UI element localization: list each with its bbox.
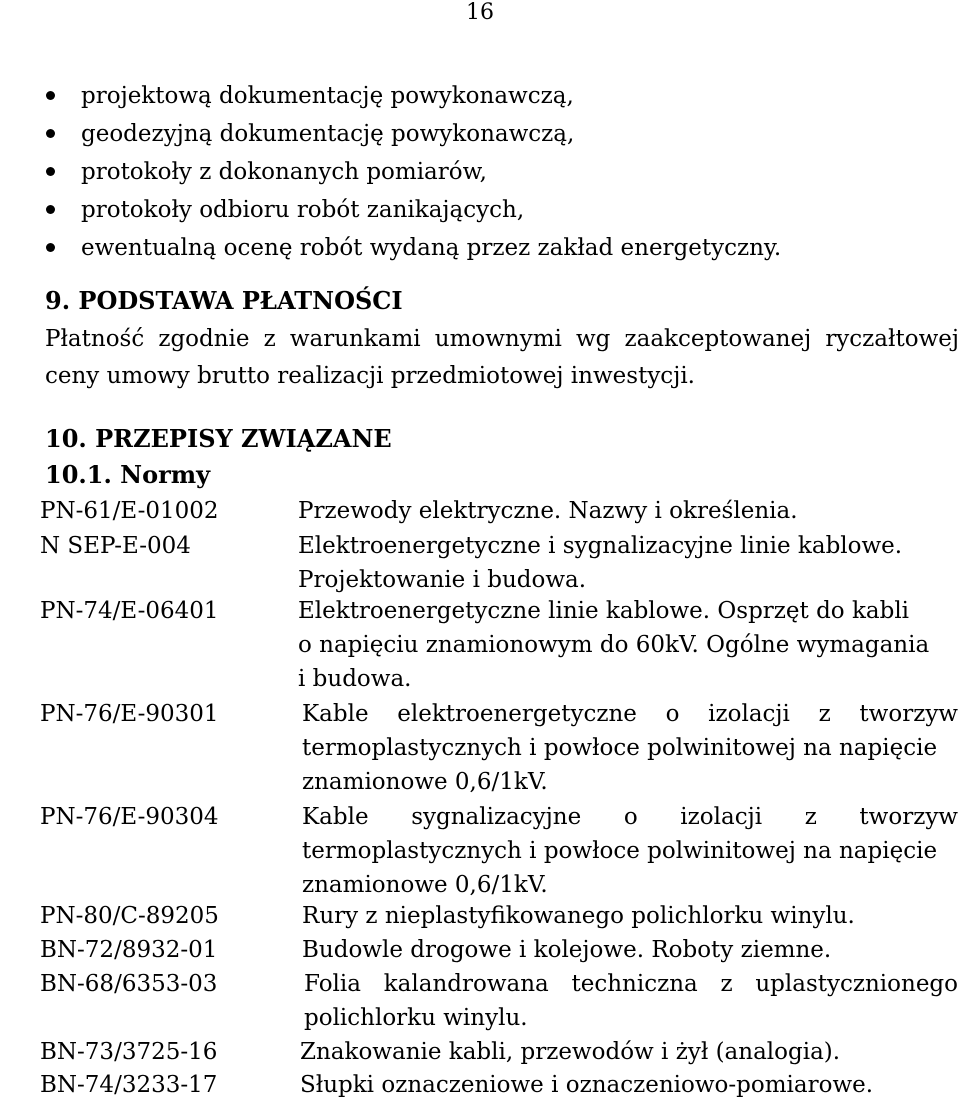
norm-code: PN-61/E-01002 bbox=[40, 498, 219, 524]
page-number: 16 bbox=[466, 0, 494, 25]
norm-description: Kable elektroenergetyczne o izolacji z tworzyw termoplastycznych i powłoce polwinitowej na napięcie znamionowe 0,6/1kV. bbox=[302, 701, 958, 795]
norm-code: PN-80/C-89205 bbox=[40, 903, 219, 929]
list-item: ewentualną ocenę robót wydaną przez zakład energetyczny. bbox=[46, 231, 781, 265]
bullet-icon bbox=[46, 243, 55, 252]
bullet-icon bbox=[46, 205, 55, 214]
list-item: protokoły z dokonanych pomiarów, bbox=[46, 155, 487, 189]
section-10-heading: 10. PRZEPISY ZWIĄZANE bbox=[45, 424, 392, 453]
norm-description: Rury z nieplastyfikowanego polichlorku winylu. bbox=[302, 903, 855, 929]
norm-code: N SEP-E-004 bbox=[40, 533, 191, 559]
norm-code: PN-76/E-90304 bbox=[40, 804, 219, 830]
norm-code: BN-72/8932-01 bbox=[40, 937, 218, 963]
bullet-icon bbox=[46, 129, 55, 138]
norm-description: Kable sygnalizacyjne o izolacji z tworzyw termoplastycznych i powłoce polwinitowej na napięcie znamionowe 0,6/1kV. bbox=[302, 804, 958, 898]
list-item: geodezyjną dokumentację powykonawczą, bbox=[46, 117, 574, 151]
section-10-1-subheading: 10.1. Normy bbox=[45, 460, 211, 489]
norm-description: Elektroenergetyczne i sygnalizacyjne linie kablowe. Projektowanie i budowa. bbox=[298, 533, 903, 593]
norm-code: BN-74/3233-17 bbox=[40, 1072, 218, 1098]
norm-description: Znakowanie kabli, przewodów i żył (analogia). bbox=[300, 1039, 841, 1065]
list-item: protokoły odbioru robót zanikających, bbox=[46, 193, 524, 227]
norm-description: Słupki oznaczeniowe i oznaczeniowo-pomiarowe. bbox=[300, 1072, 874, 1098]
section-9-line-1: Płatność zgodnie z warunkami umownymi wg zaakceptowanej ryczałtowej bbox=[45, 326, 959, 352]
norm-description: Folia kalandrowana techniczna z uplastycznionego polichlorku winylu. bbox=[304, 971, 958, 1031]
section-9-line-2: ceny umowy brutto realizacji przedmiotowej inwestycji. bbox=[45, 363, 695, 389]
norm-code: PN-74/E-06401 bbox=[40, 598, 219, 624]
norm-code: PN-76/E-90301 bbox=[40, 701, 219, 727]
norm-description: Przewody elektryczne. Nazwy i określenia. bbox=[298, 498, 798, 524]
section-9-heading: 9. PODSTAWA PŁATNOŚCI bbox=[45, 286, 403, 315]
bullet-icon bbox=[46, 91, 55, 100]
norm-code: BN-68/6353-03 bbox=[40, 971, 218, 997]
norm-description: Elektroenergetyczne linie kablowe. Osprzęt do kabli o napięciu znamionowym do 60kV. Ogólne wymagania i budowa. bbox=[298, 598, 930, 692]
norm-description: Budowle drogowe i kolejowe. Roboty ziemne. bbox=[302, 937, 832, 963]
norm-code: BN-73/3725-16 bbox=[40, 1039, 218, 1065]
list-item: projektową dokumentację powykonawczą, bbox=[46, 79, 574, 113]
bullet-icon bbox=[46, 167, 55, 176]
